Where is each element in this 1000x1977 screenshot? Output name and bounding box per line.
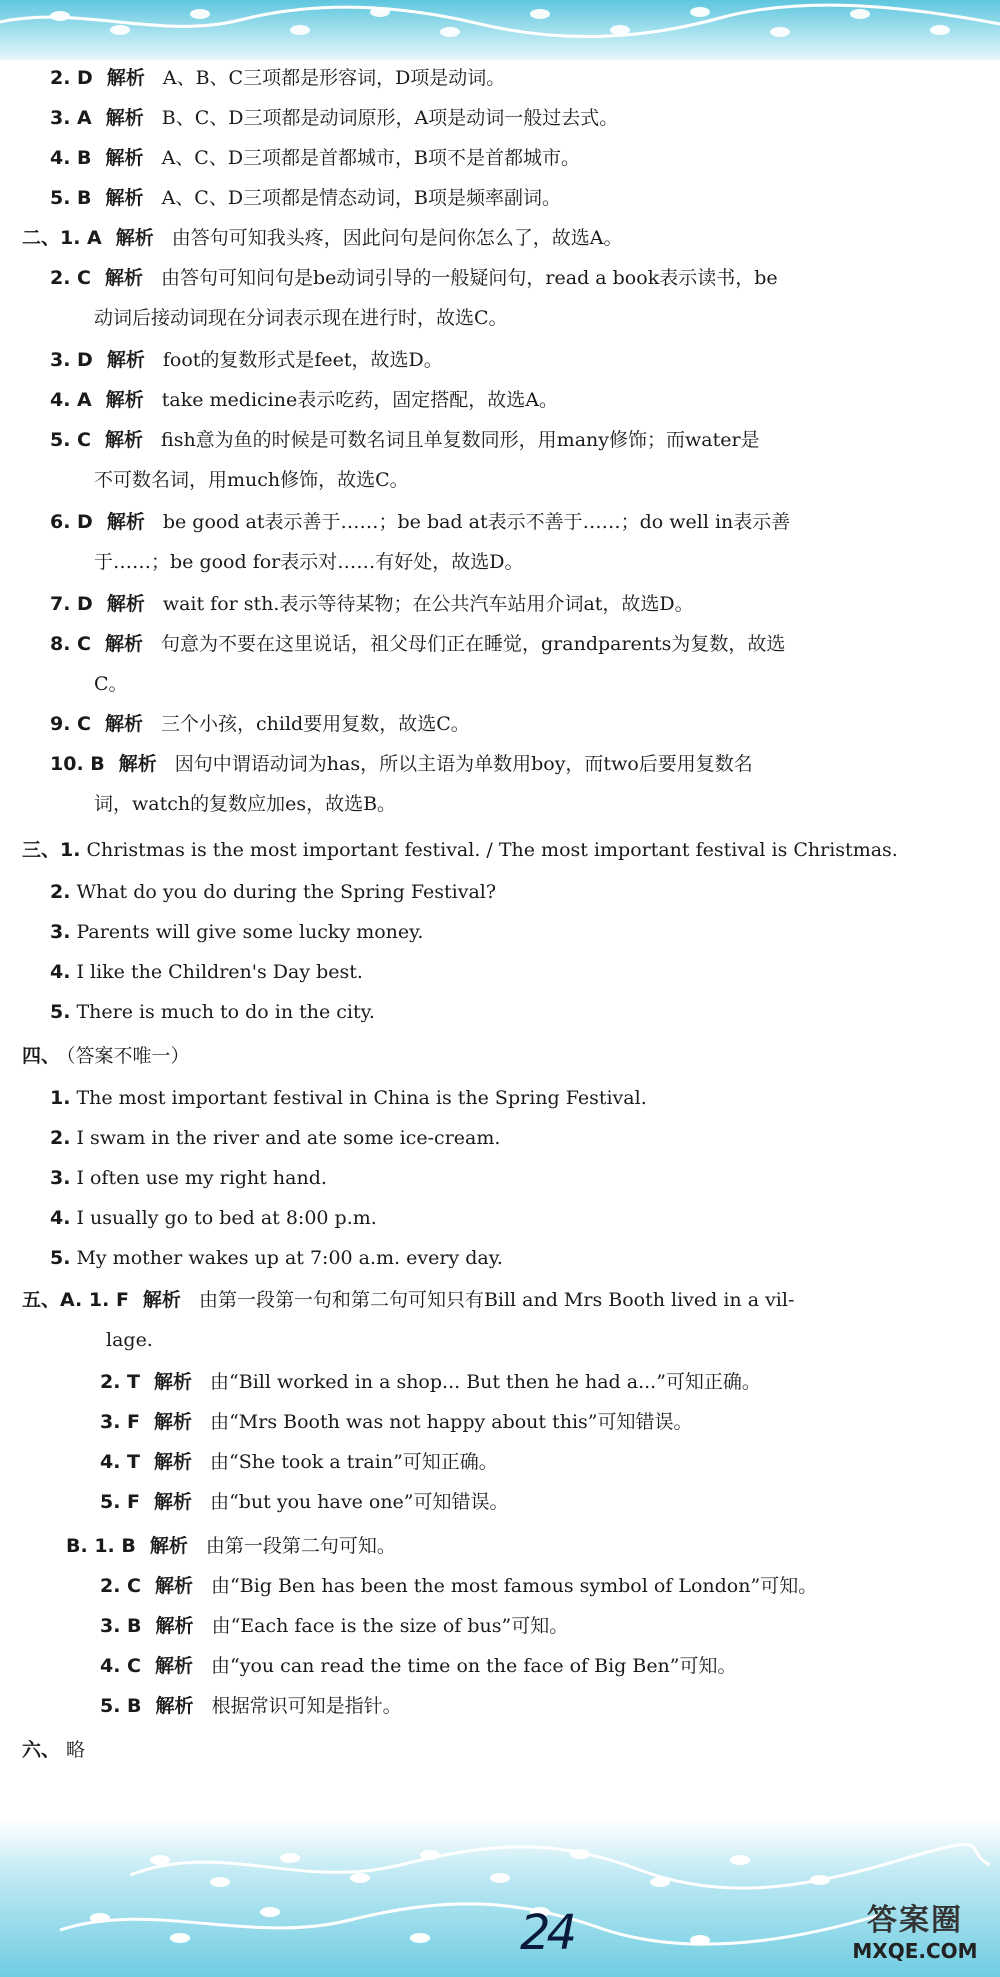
answer-line bbox=[100, 1490, 509, 1514]
answer-line bbox=[100, 1654, 737, 1678]
answer-text: 由“Each face is the size of bus”可知。 bbox=[211, 1615, 569, 1637]
item-number: 4. bbox=[50, 961, 71, 983]
item-number: 6. D bbox=[50, 511, 93, 533]
analysis-label: 解析 bbox=[149, 1535, 188, 1557]
item-number: 1. bbox=[50, 1087, 71, 1109]
answer-text: take medicine表示吃药，固定搭配，故选A。 bbox=[161, 389, 558, 411]
analysis-label: 解析 bbox=[155, 1615, 194, 1637]
answer-text: 不可数名词，用much修饰，故选C。 bbox=[94, 469, 409, 491]
answer-line bbox=[88, 306, 508, 330]
answer-text: C。 bbox=[94, 673, 128, 695]
item-number: 3. B bbox=[100, 1615, 142, 1637]
answer-text: 动词后接动词现在分词表示现在进行时，故选C。 bbox=[94, 307, 508, 329]
item-number: 5. B bbox=[100, 1695, 142, 1717]
answer-line bbox=[22, 838, 898, 862]
answer-line bbox=[100, 1694, 402, 1718]
answer-text: What do you do during the Spring Festival? bbox=[76, 881, 497, 903]
analysis-label: 解析 bbox=[155, 1655, 194, 1677]
item-number: 3. D bbox=[50, 349, 93, 371]
item-number: B. 1. B bbox=[66, 1535, 136, 1557]
answer-text: 由“but you have one”可知错误。 bbox=[210, 1491, 509, 1513]
answer-line bbox=[50, 348, 443, 372]
answer-text: 句意为不要在这里说话，祖父母们正在睡觉，grandparents为复数，故选 bbox=[161, 633, 786, 655]
item-number: 4. A bbox=[50, 389, 92, 411]
item-number: 3. F bbox=[100, 1411, 141, 1433]
answer-line bbox=[50, 1086, 647, 1110]
answer-text: A、B、C三项都是形容词，D项是动词。 bbox=[162, 67, 506, 89]
analysis-label: 解析 bbox=[106, 67, 145, 89]
analysis-label: 解析 bbox=[154, 1451, 193, 1473]
analysis-label: 解析 bbox=[154, 1411, 193, 1433]
item-number: 8. C bbox=[50, 633, 91, 655]
answer-text: Parents will give some lucky money. bbox=[76, 921, 424, 943]
answer-line bbox=[50, 266, 778, 290]
item-number: 5. bbox=[50, 1247, 71, 1269]
answer-text: A、C、D三项都是首都城市，B项不是首都城市。 bbox=[161, 147, 581, 169]
item-number: 五、A. 1. F bbox=[22, 1289, 129, 1311]
item-number: 4. T bbox=[100, 1451, 141, 1473]
answer-text: 由“Big Ben has been the most famous symbol of London”可知。 bbox=[211, 1575, 818, 1597]
analysis-label: 解析 bbox=[105, 429, 144, 451]
answer-text: 由答句可知我头疼，因此问句是问你怎么了，故选A。 bbox=[171, 227, 623, 249]
item-number: 四、 bbox=[22, 1045, 61, 1067]
answer-text: wait for sth.表示等待某物；在公共汽车站用介词at，故选D。 bbox=[162, 593, 694, 615]
answer-text: There is much to do in the city. bbox=[76, 1001, 375, 1023]
answer-line bbox=[50, 106, 618, 130]
answer-line bbox=[22, 226, 623, 250]
analysis-label: 解析 bbox=[155, 1695, 194, 1717]
answer-text: I often use my right hand. bbox=[76, 1167, 327, 1189]
answer-text: I swam in the river and ate some ice-cream. bbox=[76, 1127, 501, 1149]
answer-line bbox=[22, 1288, 794, 1312]
answer-text: lage. bbox=[106, 1329, 153, 1351]
answer-text: 由答句可知问句是be动词引导的一般疑问句，read a book表示读书，be bbox=[161, 267, 778, 289]
answer-line bbox=[100, 1328, 153, 1352]
item-number: 二、1. A bbox=[22, 227, 102, 249]
answer-line bbox=[50, 752, 753, 776]
answer-text: 于……；be good for表示对……有好处，故选D。 bbox=[94, 551, 524, 573]
item-number: 5. B bbox=[50, 187, 92, 209]
answer-text: 由第一段第二句可知。 bbox=[205, 1535, 396, 1557]
item-number: 2. C bbox=[50, 267, 91, 289]
item-number: 2. D bbox=[50, 67, 93, 89]
answer-text: （答案不唯一） bbox=[66, 1045, 190, 1067]
answer-line bbox=[88, 792, 396, 816]
answer-line bbox=[100, 1614, 568, 1638]
answer-line bbox=[88, 468, 409, 492]
item-number: 5. F bbox=[100, 1491, 141, 1513]
analysis-label: 解析 bbox=[118, 753, 157, 775]
answer-text: 因句中谓语动词为has，所以主语为单数用boy，而two后要用复数名 bbox=[174, 753, 753, 775]
item-number: 10. B bbox=[50, 753, 105, 775]
item-number: 3. bbox=[50, 1167, 71, 1189]
item-number: 2. T bbox=[100, 1371, 141, 1393]
watermark-logo bbox=[840, 1895, 990, 1973]
answer-text: I like the Children's Day best. bbox=[76, 961, 363, 983]
item-number: 3. A bbox=[50, 107, 92, 129]
answer-line bbox=[50, 146, 580, 170]
answer-text: fish意为鱼的时候是可数名词且单复数同形，用many修饰；而water是 bbox=[161, 429, 760, 451]
answer-line bbox=[50, 920, 423, 944]
answer-text: Christmas is the most important festival. / The most important festival is Christmas. bbox=[86, 839, 898, 861]
answer-line bbox=[50, 1166, 327, 1190]
analysis-label: 解析 bbox=[106, 349, 145, 371]
answer-text: be good at表示善于……；be bad at表示不善于……；do well in表示善 bbox=[162, 511, 791, 533]
analysis-label: 解析 bbox=[105, 107, 144, 129]
answer-line bbox=[100, 1450, 498, 1474]
answer-text: 三个小孩，child要用复数，故选C。 bbox=[161, 713, 470, 735]
item-number: 4. bbox=[50, 1207, 71, 1229]
answer-line bbox=[50, 388, 558, 412]
answer-text: foot的复数形式是feet，故选D。 bbox=[162, 349, 443, 371]
item-number: 三、1. bbox=[22, 839, 81, 861]
analysis-label: 解析 bbox=[142, 1289, 181, 1311]
watermark-url: MXQE.COM bbox=[852, 1939, 978, 1963]
answer-text: 词，watch的复数应加es，故选B。 bbox=[94, 793, 397, 815]
answer-line bbox=[100, 1574, 817, 1598]
analysis-label: 解析 bbox=[115, 227, 154, 249]
answer-text: 由“Bill worked in a shop... But then he had a...”可知正确。 bbox=[210, 1371, 761, 1393]
answer-line bbox=[50, 1246, 503, 1270]
item-number: 5. C bbox=[50, 429, 91, 451]
analysis-label: 解析 bbox=[105, 389, 144, 411]
answer-line bbox=[50, 712, 470, 736]
item-number: 9. C bbox=[50, 713, 91, 735]
item-number: 2. bbox=[50, 1127, 71, 1149]
analysis-label: 解析 bbox=[106, 511, 145, 533]
analysis-label: 解析 bbox=[105, 187, 144, 209]
answer-line bbox=[100, 1370, 761, 1394]
analysis-label: 解析 bbox=[105, 267, 144, 289]
answer-line bbox=[50, 1126, 500, 1150]
item-number: 5. bbox=[50, 1001, 71, 1023]
answer-line bbox=[22, 1044, 190, 1068]
answer-text: I usually go to bed at 8:00 p.m. bbox=[76, 1207, 377, 1229]
item-number: 7. D bbox=[50, 593, 93, 615]
answer-line bbox=[50, 632, 785, 656]
analysis-label: 解析 bbox=[106, 593, 145, 615]
analysis-label: 解析 bbox=[155, 1575, 194, 1597]
answer-line bbox=[50, 880, 496, 904]
answer-line bbox=[50, 592, 694, 616]
answer-text: 根据常识可知是指针。 bbox=[211, 1695, 402, 1717]
item-number: 3. bbox=[50, 921, 71, 943]
answer-line bbox=[22, 1738, 85, 1762]
analysis-label: 解析 bbox=[154, 1491, 193, 1513]
item-number: 4. C bbox=[100, 1655, 141, 1677]
analysis-label: 解析 bbox=[154, 1371, 193, 1393]
answer-line bbox=[50, 428, 760, 452]
item-number: 2. C bbox=[100, 1575, 141, 1597]
answer-line bbox=[50, 1000, 375, 1024]
answer-line bbox=[50, 1206, 377, 1230]
page-number: 24 bbox=[520, 1905, 574, 1961]
analysis-label: 解析 bbox=[105, 147, 144, 169]
answer-line bbox=[50, 510, 790, 534]
answer-text: The most important festival in China is the Spring Festival. bbox=[76, 1087, 647, 1109]
item-number: 4. B bbox=[50, 147, 92, 169]
answer-text: 由“Mrs Booth was not happy about this”可知错误。 bbox=[210, 1411, 693, 1433]
answer-text: 由“you can read the time on the face of Big Ben”可知。 bbox=[211, 1655, 737, 1677]
answer-line bbox=[88, 550, 523, 574]
item-number: 2. bbox=[50, 881, 71, 903]
answer-text: My mother wakes up at 7:00 a.m. every day. bbox=[76, 1247, 503, 1269]
answer-line bbox=[100, 1410, 693, 1434]
answer-text: 由“She took a train”可知正确。 bbox=[210, 1451, 498, 1473]
answer-line bbox=[50, 186, 561, 210]
answer-line bbox=[88, 672, 128, 696]
answer-line bbox=[66, 1534, 396, 1558]
analysis-label: 解析 bbox=[105, 633, 144, 655]
analysis-label: 解析 bbox=[105, 713, 144, 735]
answer-line bbox=[50, 66, 505, 90]
answer-line bbox=[50, 960, 363, 984]
item-number: 六、 bbox=[22, 1739, 61, 1761]
answer-text: 略 bbox=[66, 1739, 86, 1761]
answer-text: 由第一段第一句和第二句可知只有Bill and Mrs Booth lived in a vil- bbox=[198, 1289, 795, 1311]
watermark-title: 答案圈 bbox=[867, 1903, 963, 1938]
answer-text: B、C、D三项都是动词原形，A项是动词一般过去式。 bbox=[161, 107, 619, 129]
answer-text: A、C、D三项都是情态动词，B项是频率副词。 bbox=[161, 187, 562, 209]
